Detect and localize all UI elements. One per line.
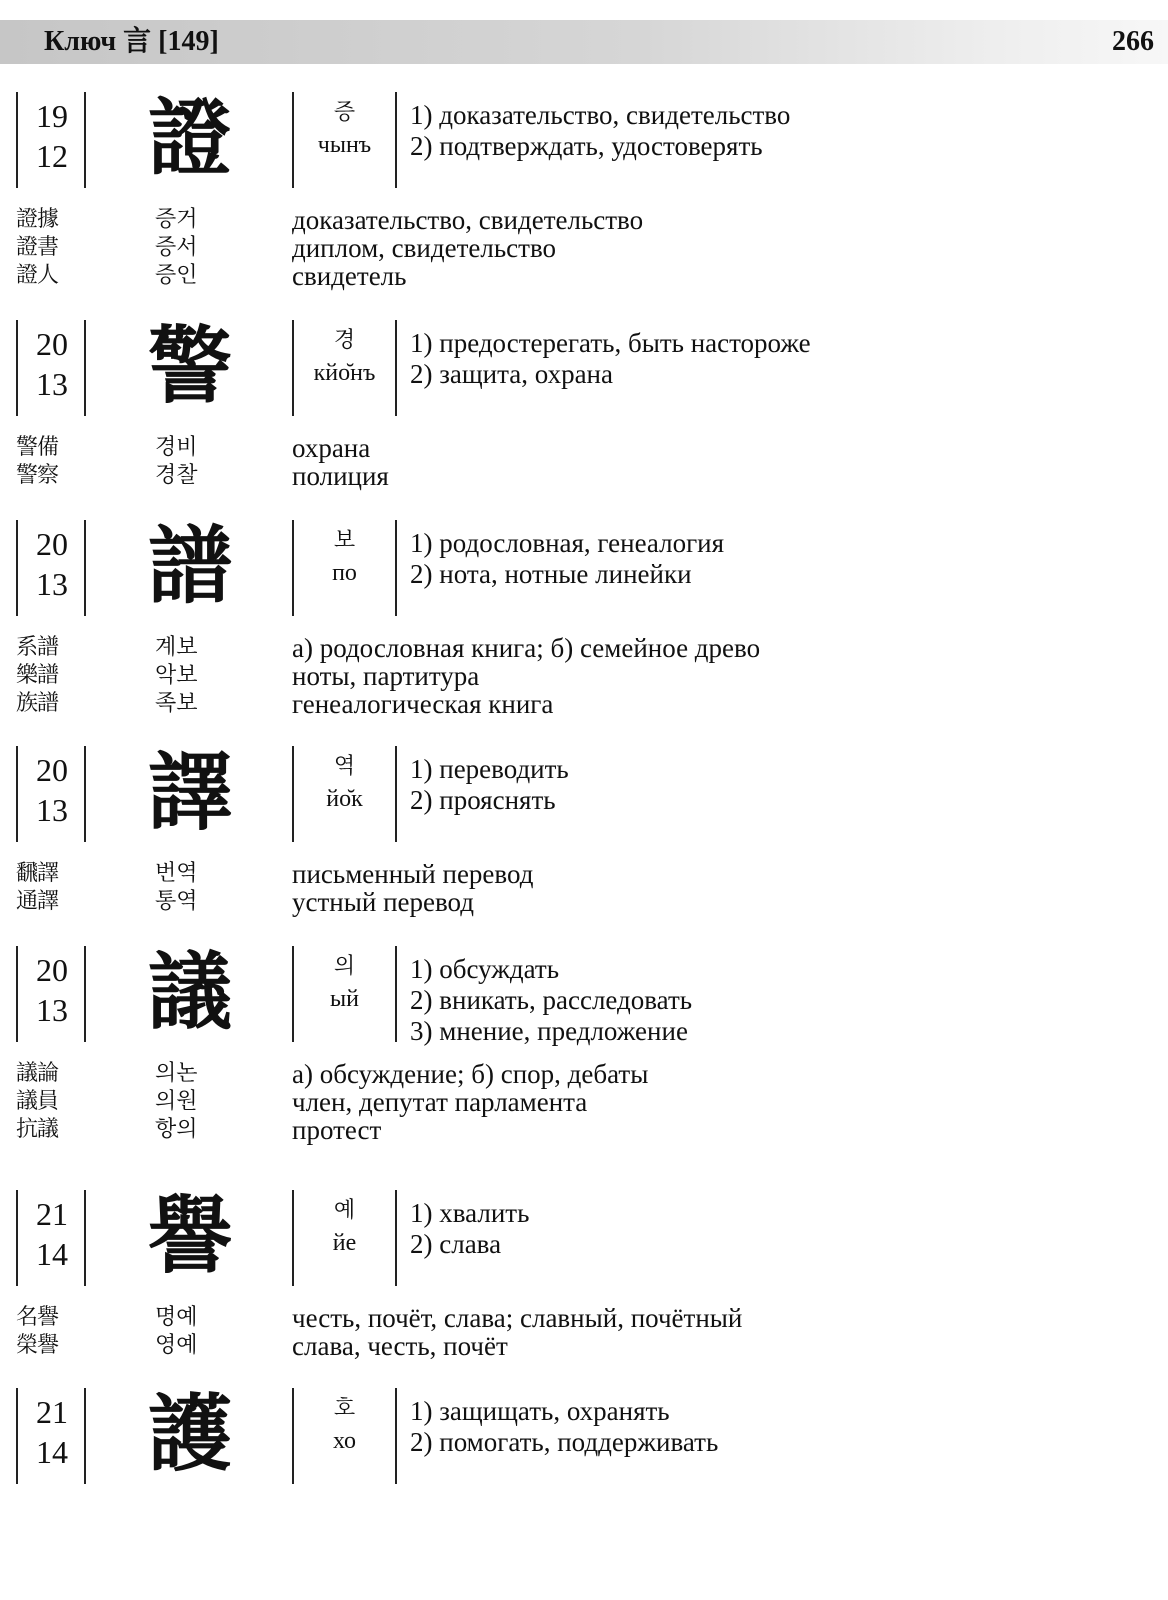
divider [84,520,86,616]
meaning-line: 1) обсуждать [410,954,560,984]
compound-meaning: протест [292,1115,382,1145]
stroke-count-total: 20 [36,326,68,362]
headword-reading: йо̆к [326,786,363,812]
stroke-count-extra: 12 [36,138,68,174]
compound-hanja: 證書 [16,235,59,260]
divider [84,1190,86,1286]
stroke-count-total: 21 [36,1394,68,1430]
divider [84,1388,86,1484]
dictionary-entry [0,317,1168,491]
entry-head [0,89,1168,188]
divider [84,320,86,416]
compound-meaning: полиция [292,461,389,491]
headword-hangul: 경 [333,328,356,353]
headword-meanings [410,754,569,816]
compound-hanja: 警備 [16,435,59,460]
meaning-line: 1) предостерегать, быть настороже [410,328,811,358]
meaning-line: 1) защищать, охранять [410,1396,670,1426]
compound-meaning: свидетель [292,261,407,291]
compound-hanja: 樂譜 [16,663,59,688]
compound-hanja: 通譯 [16,889,59,914]
entry-head [0,1385,1168,1484]
headword-hangul: 증 [333,100,356,125]
stroke-count-extra: 13 [36,366,68,402]
compound-meaning: а) обсуждение; б) спор, дебаты [292,1059,649,1089]
divider [395,1190,397,1286]
divider [395,320,397,416]
compound-row [0,860,1168,888]
divider [395,92,397,188]
compound-hangul: 족보 [155,691,198,716]
compound-hangul: 의논 [155,1061,198,1086]
headword-reading: чынъ [317,132,372,158]
headword-reading: по [332,560,357,586]
divider [16,320,18,416]
headword-meanings [410,528,724,590]
compound-meaning: генеалогическая книга [292,689,554,719]
page-header [0,20,1168,64]
meaning-line: 2) нота, нотные линейки [410,559,692,589]
divider [292,520,294,616]
entry-head [0,517,1168,616]
compound-row [0,888,1168,916]
compound-meaning: а) родословная книга; б) семейное древо [292,633,761,663]
headword-hanja: 譯 [147,743,232,841]
compound-meaning: письменный перевод [292,859,534,889]
compound-row [0,690,1168,718]
meaning-line: 1) переводить [410,754,569,784]
divider [84,92,86,188]
stroke-count-extra: 13 [36,992,68,1028]
headword-hangul: 보 [333,528,356,553]
compound-meaning: доказательство, свидетельство [292,205,644,235]
compound-hanja: 抗議 [16,1117,59,1142]
headword-hanja: 證 [147,89,232,187]
stroke-count-total: 19 [36,98,68,134]
compound-meaning: слава, честь, почёт [292,1331,508,1361]
compound-hanja: 警察 [16,463,59,488]
divider [16,1388,18,1484]
stroke-count-extra: 13 [36,566,68,602]
headword-reading: хо [332,1428,357,1454]
headword-hanja: 譜 [147,517,232,615]
compound-meaning: честь, почёт, слава; славный, почётный [292,1303,743,1333]
meaning-line: 2) прояснять [410,785,556,815]
compound-hangul: 의원 [155,1089,198,1114]
dictionary-entry [0,1385,1168,1484]
stroke-count-total: 20 [36,526,68,562]
compound-list [0,634,1168,718]
headword-hanja: 譽 [147,1187,232,1285]
meaning-line: 2) подтверждать, удостоверять [410,131,763,161]
divider [16,746,18,842]
divider [16,520,18,616]
headword-hanja: 護 [147,1385,232,1483]
compound-list [0,1304,1168,1360]
stroke-count-extra: 14 [36,1236,68,1272]
compound-list [0,1060,1168,1144]
headword-reading: ый [330,986,359,1012]
compound-hangul: 번역 [155,861,198,886]
compound-hangul: 통역 [155,889,198,914]
compound-hanja: 議論 [16,1061,59,1086]
divider [292,92,294,188]
meaning-line: 3) мнение, предложение [410,1016,688,1046]
compound-meaning: член, депутат парламента [292,1087,588,1117]
compound-hangul: 경찰 [155,463,198,488]
compound-hangul: 계보 [155,635,198,660]
divider [292,320,294,416]
compound-row [0,262,1168,290]
compound-row [0,662,1168,690]
compound-hangul: 명예 [155,1305,198,1330]
compound-hanja: 證據 [16,207,59,232]
entry-head [0,743,1168,842]
compound-hanja: 族譜 [16,691,59,716]
stroke-count-total: 21 [36,1196,68,1232]
headword-hanja: 議 [147,943,232,1041]
headword-reading: йе [332,1230,357,1256]
compound-row [0,1116,1168,1144]
compound-row [0,1088,1168,1116]
divider [292,746,294,842]
entry-head [0,1187,1168,1286]
headword-meanings [410,954,692,1047]
divider [16,946,18,1042]
headword-meanings [410,328,811,390]
compound-hangul: 영예 [155,1333,198,1358]
dictionary-entry [0,517,1168,719]
meaning-line: 2) вникать, расследовать [410,985,693,1015]
compound-hangul: 증거 [155,207,198,232]
meaning-line: 2) защита, охрана [410,359,613,389]
headword-hangul: 호 [333,1396,356,1421]
compound-list [0,206,1168,290]
dictionary-entry [0,1187,1168,1361]
divider [16,92,18,188]
entry-head [0,943,1168,1046]
divider [84,746,86,842]
meaning-line: 1) доказательство, свидетельство [410,100,791,130]
headword-hangul: 역 [333,754,356,779]
stroke-count-total: 20 [36,952,68,988]
page-number: 266 [1112,26,1154,57]
compound-row [0,234,1168,262]
compound-row [0,634,1168,662]
stroke-count-extra: 14 [36,1434,68,1470]
meaning-line: 1) хвалить [410,1198,530,1228]
headword-meanings [410,1198,529,1260]
compound-hanja: 名譽 [16,1305,59,1330]
headword-meanings [410,100,790,162]
headword-meanings [410,1396,718,1458]
compound-hangul: 경비 [155,435,198,460]
compound-hangul: 증서 [155,235,198,260]
meaning-line: 2) слава [410,1229,502,1259]
compound-row [0,206,1168,234]
headword-reading: кйо̆нъ [313,360,376,386]
compound-hangul: 악보 [155,663,198,688]
divider [395,1388,397,1484]
stroke-count-extra: 13 [36,792,68,828]
divider [395,746,397,842]
divider [292,1388,294,1484]
compound-hangul: 증인 [155,263,198,288]
divider [292,1190,294,1286]
compound-hanja: 系譜 [16,635,59,660]
compound-row [0,462,1168,490]
compound-hanja: 榮譽 [16,1333,59,1358]
dictionary-entry [0,743,1168,917]
compound-meaning: охрана [292,433,371,463]
meaning-line: 1) родословная, генеалогия [410,528,725,558]
dictionary-entry [0,943,1168,1145]
compound-meaning: диплом, свидетельство [292,233,557,263]
stroke-count-total: 20 [36,752,68,788]
compound-meaning: ноты, партитура [292,661,480,691]
divider [395,946,397,1042]
meaning-line: 2) помогать, поддерживать [410,1427,719,1457]
divider [16,1190,18,1286]
entry-head [0,317,1168,416]
compound-hangul: 항의 [155,1117,198,1142]
headword-hangul: 의 [333,954,356,979]
compound-row [0,1332,1168,1360]
compound-hanja: 證人 [16,263,59,288]
divider [292,946,294,1042]
dictionary-entry [0,89,1168,291]
compound-row [0,434,1168,462]
compound-list [0,434,1168,490]
compound-meaning: устный перевод [292,887,475,917]
compound-row [0,1060,1168,1088]
divider [395,520,397,616]
divider [84,946,86,1042]
headword-hanja: 警 [147,317,232,415]
compound-row [0,1304,1168,1332]
headword-hangul: 예 [333,1198,356,1223]
compound-hanja: 議員 [16,1089,59,1114]
compound-list [0,860,1168,916]
section-title: Ключ 言 [149] [44,26,219,57]
compound-hanja: 飜譯 [16,861,59,886]
